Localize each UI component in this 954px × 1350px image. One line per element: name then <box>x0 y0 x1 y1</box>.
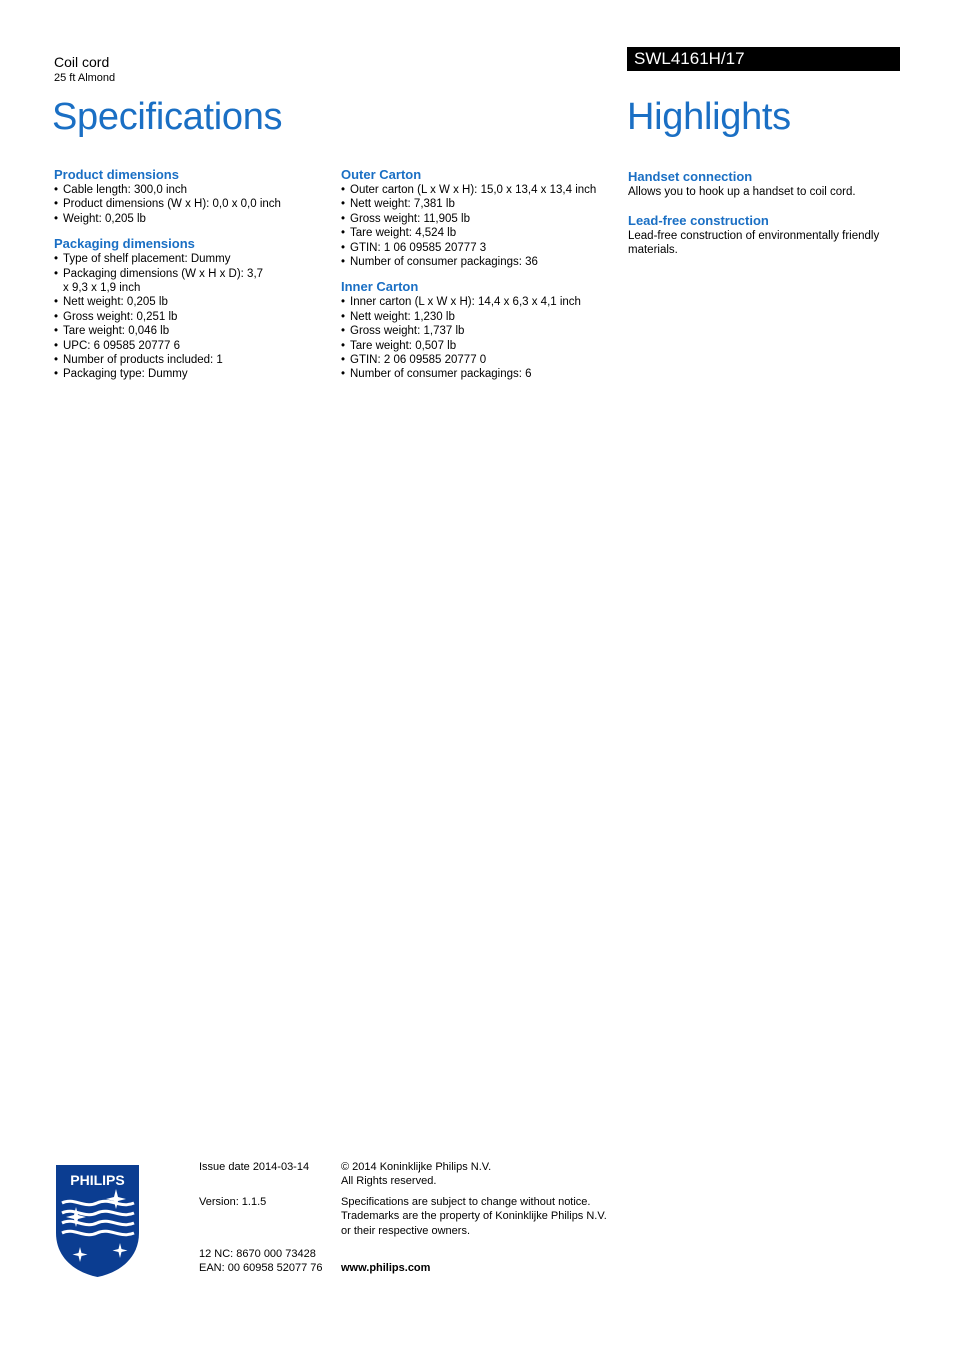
product-subtitle: 25 ft Almond <box>54 72 116 84</box>
logo-wordmark: PHILIPS <box>70 1172 125 1188</box>
list-item: • Packaging type: Dummy <box>54 367 334 381</box>
list-item: • Number of consumer packagings: 36 <box>341 255 621 269</box>
website-link[interactable]: www.philips.com <box>341 1262 431 1274</box>
highlights-column <box>628 169 903 271</box>
highlight-text: Lead-free construction of environmentally friendly materials. <box>628 229 880 257</box>
list-item: • Nett weight: 1,230 lb <box>341 310 621 324</box>
highlight-heading: Handset connection <box>628 169 753 184</box>
list-item: • Nett weight: 0,205 lb <box>54 295 334 309</box>
list-item: • Weight: 0,205 lb <box>54 212 334 226</box>
copyright-line-1: © 2014 Koninklijke Philips N.V. <box>341 1161 492 1173</box>
notice-line-2: Trademarks are the property of Koninklijke Philips N.V. <box>341 1210 607 1222</box>
list-item: • Cable length: 300,0 inch <box>54 183 334 197</box>
model-badge: SWL4161H/17 <box>627 47 900 71</box>
section-heading: Inner Carton <box>341 279 419 295</box>
notice-line-1: Specifications are subject to change without notice. <box>341 1196 591 1208</box>
section-heading: Outer Carton <box>341 167 422 182</box>
list-item: • GTIN: 2 06 09585 20777 0 <box>341 353 621 367</box>
ean-number: EAN: 00 60958 52077 76 <box>199 1262 323 1274</box>
philips-logo <box>54 1163 141 1279</box>
list-item: • Packaging dimensions (W x H x D): 3,7 x 9,3 x 1,9 inch <box>54 267 268 296</box>
list-item: • Tare weight: 0,046 lb <box>54 324 334 338</box>
copyright-line-2: All Rights reserved. <box>341 1175 437 1187</box>
nc-number: 12 NC: 8670 000 73428 <box>199 1248 316 1260</box>
list-item: • GTIN: 1 06 09585 20777 3 <box>341 241 621 255</box>
spec-list <box>54 252 334 382</box>
spec-list <box>341 183 621 269</box>
specs-column-2 <box>341 167 621 392</box>
list-item: • Gross weight: 0,251 lb <box>54 310 334 324</box>
highlight-heading: Lead-free construction <box>628 212 769 228</box>
version: Version: 1.1.5 <box>199 1196 267 1208</box>
list-item: • Type of shelf placement: Dummy <box>54 252 334 266</box>
spec-list <box>54 183 334 226</box>
list-item: • UPC: 6 09585 20777 6 <box>54 339 334 353</box>
highlights-title: Highlights <box>627 96 791 138</box>
list-item: • Number of consumer packagings: 6 <box>341 367 621 381</box>
list-item: • Nett weight: 7,381 lb <box>341 197 621 211</box>
philips-shield-icon <box>54 1163 141 1279</box>
issue-date: Issue date 2014-03-14 <box>199 1161 310 1173</box>
list-item: • Outer carton (L x W x H): 15,0 x 13,4 x 13,4 inch <box>341 183 621 197</box>
notice-line-3: or their respective owners. <box>341 1225 470 1237</box>
list-item: • Number of products included: 1 <box>54 353 334 367</box>
list-item: • Product dimensions (W x H): 0,0 x 0,0 inch <box>54 197 334 211</box>
specifications-title: Specifications <box>52 96 283 138</box>
spec-list <box>341 295 621 381</box>
list-item: • Gross weight: 11,905 lb <box>341 212 621 226</box>
list-item: • Tare weight: 0,507 lb <box>341 339 621 353</box>
list-item: • Tare weight: 4,524 lb <box>341 226 621 240</box>
product-name: Coil cord <box>54 54 110 70</box>
section-heading: Product dimensions <box>54 167 179 182</box>
list-item: • Inner carton (L x W x H): 14,4 x 6,3 x 4,1 inch <box>341 295 621 309</box>
highlight-text: Allows you to hook up a handset to coil cord. <box>628 186 856 198</box>
list-item: • Gross weight: 1,737 lb <box>341 324 621 338</box>
specs-column-1 <box>54 167 334 392</box>
section-heading: Packaging dimensions <box>54 236 195 252</box>
